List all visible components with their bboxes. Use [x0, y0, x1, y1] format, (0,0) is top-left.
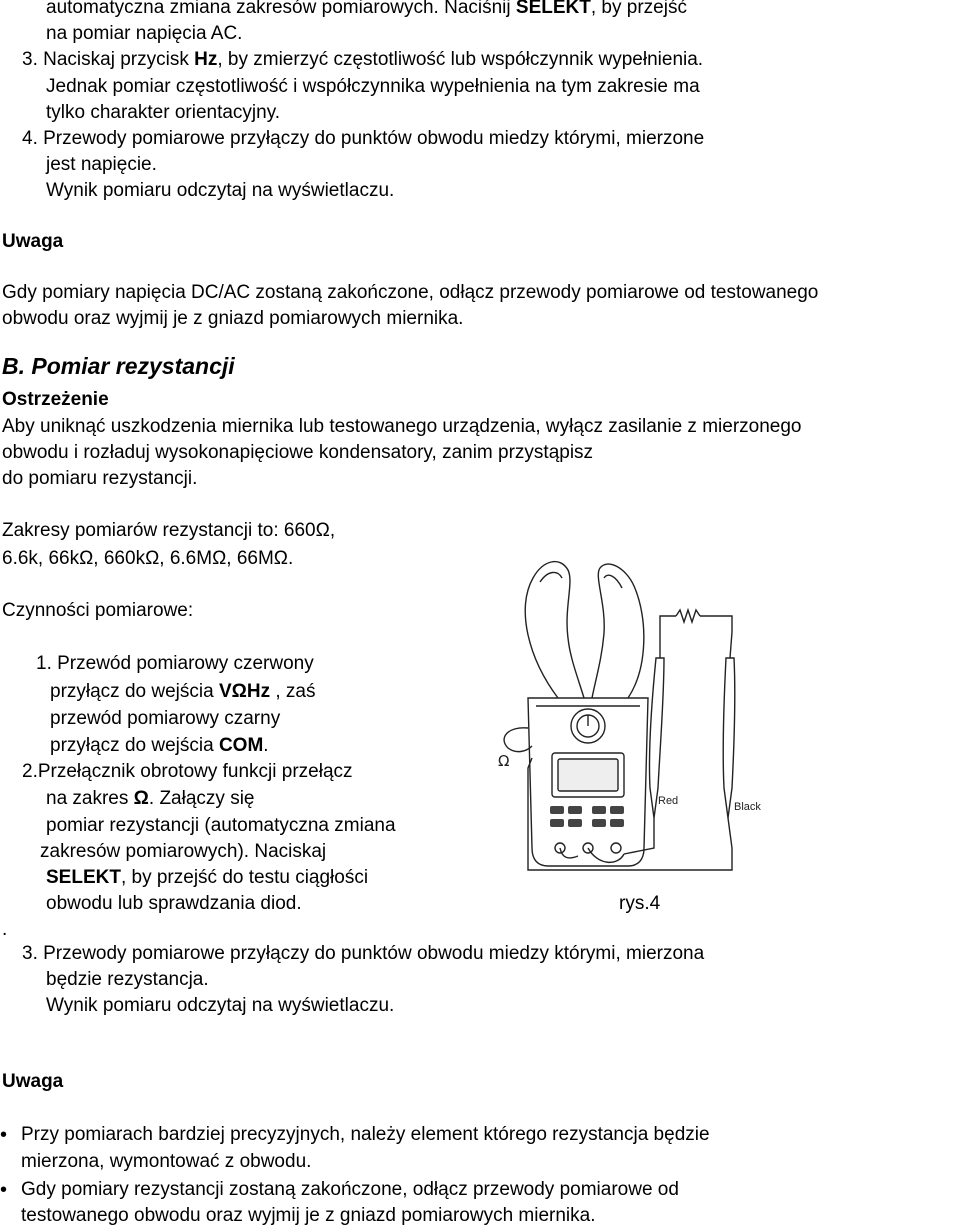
- clamp-jaw-right: [592, 564, 644, 698]
- list-item-3: 3. Naciskaj przycisk Hz, by zmierzyć częstotliwość lub współczynnik wypełnienia.: [22, 49, 704, 70]
- bullet-text: testowanego obwodu oraz wyjmij je z gniazd pomiarowych miernika.: [21, 1205, 596, 1226]
- figure-caption: rys.4: [619, 893, 661, 914]
- probe-black: [723, 658, 735, 818]
- section-title: B. Pomiar rezystancji: [2, 353, 235, 379]
- list-line: Wynik pomiaru odczytaj na wyświetlaczu.: [46, 180, 395, 201]
- trigger: [504, 728, 532, 752]
- step-2: 2.Przełącznik obrotowy funkcji przełącz: [22, 761, 353, 782]
- warning-text: obwodu i rozładuj wysokonapięciowe kondensatory, zanim przystąpisz: [2, 442, 594, 463]
- note-heading: Uwaga: [2, 1071, 64, 1092]
- bullet-text: Gdy pomiary rezystancji zostaną zakończone, odłącz przewody pomiarowe od: [21, 1179, 679, 1200]
- warning-heading: Ostrzeżenie: [2, 389, 109, 410]
- bullet-text: mierzona, wymontować z obwodu.: [21, 1151, 312, 1172]
- clamp-meter-illustration: [488, 548, 780, 878]
- list-line: automatyczna zmiana zakresów pomiarowych. Naciśnij SELEKT, by przejść: [46, 0, 687, 18]
- list-line: Jednak pomiar częstotliwość i współczynnika wypełnienia na tym zakresie ma: [46, 76, 700, 97]
- list-line: na pomiar napięcia AC.: [46, 23, 243, 44]
- step-line: przyłącz do wejścia VΩHz , zaś: [50, 681, 316, 702]
- ranges-text: Zakresy pomiarów rezystancji to: 660Ω,: [2, 520, 336, 541]
- note-heading: Uwaga: [2, 231, 64, 252]
- stray-dot: .: [2, 919, 8, 940]
- step-3: 3. Przewody pomiarowe przyłączy do punktów obwodu miedzy którymi, mierzona: [22, 943, 705, 964]
- list-line: tylko charakter orientacyjny.: [46, 102, 281, 123]
- step-line: obwodu lub sprawdzania diod.: [46, 893, 302, 914]
- list-item-4: 4. Przewody pomiarowe przyłączy do punktów obwodu miedzy którymi, mierzone: [22, 128, 705, 149]
- probe-red: [649, 658, 664, 818]
- resistor-icon: [676, 610, 700, 622]
- ohm-label: Ω: [498, 752, 510, 770]
- step-line: Wynik pomiaru odczytaj na wyświetlaczu.: [46, 995, 395, 1016]
- step-line: na zakres Ω. Załączy się: [46, 788, 255, 809]
- note-text: obwodu oraz wyjmij je z gniazd pomiarowych miernika.: [2, 308, 464, 329]
- step-line: będzie rezystancja.: [46, 969, 209, 990]
- step-line: SELEKT, by przejść do testu ciągłości: [46, 867, 369, 888]
- steps-heading: Czynności pomiarowe:: [2, 600, 194, 621]
- list-line: jest napięcie.: [46, 154, 157, 175]
- step-line: pomiar rezystancji (automatyczna zmiana: [46, 815, 396, 836]
- note-text: Gdy pomiary napięcia DC/AC zostaną zakończone, odłącz przewody pomiarowe od testowanego: [2, 282, 819, 303]
- red-lead-label: Red: [658, 795, 679, 807]
- warning-text: do pomiaru rezystancji.: [2, 468, 198, 489]
- warning-text: Aby uniknąć uszkodzenia miernika lub testowanego urządzenia, wyłącz zasilanie z mierzonego: [2, 416, 802, 437]
- bullet-text: Przy pomiarach bardziej precyzyjnych, należy element którego rezystancja będzie: [21, 1124, 710, 1145]
- step-line: przyłącz do wejścia COM.: [50, 735, 269, 756]
- black-lead-label: Black: [734, 801, 761, 813]
- ranges-text: 6.6k, 66kΩ, 660kΩ, 6.6MΩ, 66MΩ.: [2, 548, 294, 569]
- clamp-jaw-left: [525, 562, 584, 698]
- step-line: przewód pomiarowy czarny: [50, 708, 281, 729]
- bullet-icon: •: [0, 1179, 8, 1201]
- step-1: 1. Przewód pomiarowy czerwony: [36, 653, 314, 674]
- bullet-icon: •: [0, 1124, 8, 1146]
- step-line: zakresów pomiarowych). Naciskaj: [40, 841, 327, 862]
